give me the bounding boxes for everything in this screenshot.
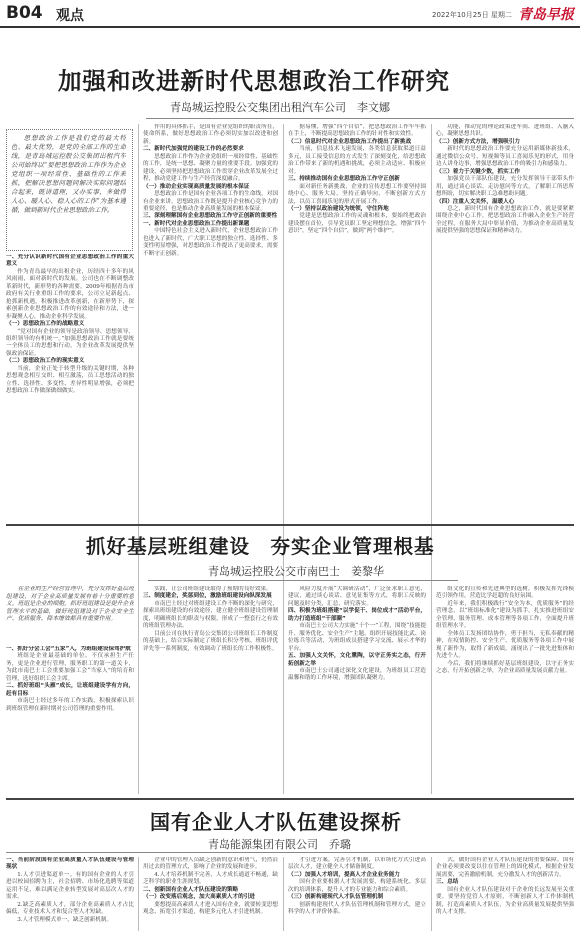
paragraph: 风险力度开展“大调研活动”，广泛征求职工意见，建议，通过谈心谈话、意见征集等方式，将职工反映的问题及时分类，汇总，研究落实。 xyxy=(288,586,426,607)
masthead xyxy=(0,0,580,28)
article2-col-1 xyxy=(6,646,134,794)
subheading: （一）思想政治工作的战略意义 xyxy=(6,321,85,328)
article2-lead xyxy=(6,586,134,644)
article3-rule xyxy=(6,852,574,853)
subheading: 五、加强人文关怀，文化熏陶，以守正务实之态，行开拓创新之举 xyxy=(288,653,426,667)
subheading: 四、积极为班组搭建“以学促干、岗位成才”活动平台，助力打造班组“干部圈” xyxy=(288,608,426,622)
subheading: 三、制度建企，奖惩到位，激励班组建设向纵深发展 xyxy=(143,593,272,600)
subheading: （一）推动企业实现高质量发展的根本保证 xyxy=(143,183,250,190)
subheading: 三、深刻理解国有企业思想政治工作守正创新的重要性 xyxy=(143,213,278,220)
subheading: 一、当前阶段国有企业高质量人才队伍建设与管理现状 xyxy=(6,857,134,871)
paragraph: 当前，信息技术飞速发展，各类信息获取渠道日益多元，员工接受信息的方式发生了深刻变化，给思想政治工作带来了新的机遇和挑战，必须主动适应、积极应对。 xyxy=(288,146,426,175)
article3-col-3 xyxy=(288,857,426,931)
paragraph: 市南巴士经过对班组建设工作不断的深化与研究，探索出班组建设的有效途径，建立健全班组建设管理制度，明确班组长的职责与权限，形成了一整套行之有效的班组管理办法。 xyxy=(143,600,278,630)
paragraph: 作用的具体抓手，是国有企业党组织的职责所在，使命所系，做好思想政治工作必须切实加以改进和创新。 xyxy=(143,124,278,145)
article3-title: 国有企业人才队伍建设探析 xyxy=(150,810,402,834)
paragraph: 新时代的思想政治工作要充分运用新媒体新技术，通过微信公众号、短视频等员工喜闻乐见的形式，用身边人讲身边事，增强思想政治工作的吸引力和感染力。 xyxy=(436,146,574,168)
paragraph: 功能，推动党的理论政策进车间、进班组、入脑入心，凝聚思想共识。 xyxy=(436,124,574,138)
article2-col-3 xyxy=(288,586,426,794)
paragraph: 组文化的宣传和先进典型的选树，积极发挥先锋模范引领作用，营造比学赶超的良好氛围。 xyxy=(436,586,574,600)
subheading: 二、抓好班组“头雁”成长，让班组建设学有方向，赶有目标 xyxy=(6,683,134,697)
subheading: 一、抓好分会工会“五家”入，为班组建设保驾护航 xyxy=(6,646,131,652)
column-divider xyxy=(138,124,139,656)
lead-text: 在企业的生产经营管理中，充分发挥好基层班组建设，对于企业高质量发展有着十分重要的意义。班组是企业的细胞，抓好班组建设是提升企业管理水平的基础，做好班组建设对于企业安全生产、优质服务、降本增效都具有重要作用。 xyxy=(6,586,134,623)
subheading: （二）思想政治工作的现实意义 xyxy=(6,358,85,365)
paragraph: 近年来，我们积极践行“安全为本，优质服务”的经营理念，以“班组标准化”建设为抓手，扎实推进班组安全管理、服务管理、成本管理等各项工作，全面提升班组管理水平。 xyxy=(436,600,574,630)
column-divider xyxy=(283,857,284,931)
article2-col-4 xyxy=(436,586,574,794)
paragraph: 国有企业人才队伍建设对于企业的长远发展至关重要，要坚持党管人才原则，不断创新人才工作体制机制，打造高素质人才队伍，为企业高质量发展提供坚强的人才支撑。 xyxy=(436,886,574,916)
paragraph: 1.人才引进渠道单一。有的国有企业的人才引进以校园招聘为主，社会招聘、市场化选聘等渠道运用不足，难以满足企业转型发展对高层次人才的需求。 xyxy=(6,871,134,901)
article-separator xyxy=(6,798,574,800)
subheading: （二）加强人才培训，提高人才企业业务能力 xyxy=(288,871,400,878)
subheading: （三）着力于关键少数，抓实工作 xyxy=(436,168,520,175)
paragraph: 创新构建现代人才队伍管理机制和管理方式，建立科学的人才评价体系。 xyxy=(288,901,426,916)
paragraph: 要想提高高素质人才进入国有企业，就要转变思想观念，拓宽引才渠道，构建多元化人才引进机制。 xyxy=(143,901,278,916)
article1-byline: 青岛城运控股公交集团出租汽车公司 李文娜 xyxy=(170,101,390,114)
paragraph: 今后，我们将继续抓好基层班组建设，以守正务实之态，行开拓创新之举，为企业高质量发展贡献力量。 xyxy=(436,660,574,674)
article3-col-2 xyxy=(143,857,278,931)
subheading: （一）坚持以政治建设为统领，守住阵地 xyxy=(288,205,389,212)
subheading: （三）创新构建现代人才队伍管理机制 xyxy=(288,894,384,901)
subheading: （四）注重人文关怀，温暖人心 xyxy=(436,198,515,205)
article2-byline: 青岛城运控股公交市南巴士 姜黎华 xyxy=(208,565,384,578)
paragraph: 市南巴士公司大力实施“十个一”工程，围绕“技能提升、服务优化、安全生产”主题，组织开展技能比武、岗位练兵等活动，为班组成员搭建学习交流、展示才华的平台。 xyxy=(288,623,426,652)
article1-col-4 xyxy=(436,124,574,656)
page-number: B04 xyxy=(6,3,43,23)
lead-text: 思想政治工作是我们党的最大特色、最大优势，是党的全部工作的生命线，是青岛城运控股公交集团出租汽车公司始终以“要把思想政治工作作为企业党组织一项经常性、基础性的工作来抓，把解决思想问题同解决实际问题结合起来，既讲道理，又办实事，多做得人心、暖人心、稳人心的工作”为基本遵循，做到新时代企业思想政治工作。 xyxy=(11,134,126,214)
subheading: （二）创新方式方法，增强吸引力 xyxy=(436,138,520,145)
paragraph: 市南巴士经过多年的工作实践，积极探索认识到班组管理在新时期对公司管理的重要作用。 xyxy=(6,698,134,712)
paragraph: 目前公司在执行青岛公交集团公司班组长工作制度的基础上，结合实际制定了班组长积分考核、班组评优评先等一系列制度，有效调动了班组长的工作积极性。 xyxy=(143,630,278,652)
subheading: 一、充分认识新时代国有企业思想政治工作的重大意义 xyxy=(6,254,134,268)
paragraph: 市南巴士公司通过深化文化建设，为班组员工营造温馨和谐的工作环境，增强团队凝聚力。 xyxy=(288,667,426,682)
subheading: 二、新时代加强党的建设工作的必然要求 xyxy=(143,146,244,153)
paragraph: 4.人才培养机制不完善，人才成长通道不畅通，缺乏科学的职业生涯规划。 xyxy=(143,871,278,886)
subheading: 一、新时代对企业思想政治工作提出新课题 xyxy=(143,220,250,227)
article2-col-2 xyxy=(143,586,278,794)
paragraph: 作为青岛最早的出租企业，历经四十多年的风风雨雨，面对新时代的发展，公司也在不断调整改革新时代，新形势的各种需要。2009年根据青岛市政府有关行业重组工作的要求，公司立足新起点、抢抓新机遇，积极推进改革创新，在新形势下，探索创新企业思想政治工作的有效途径和方法，进一步凝聚人心，推动企业科学发展。 xyxy=(6,268,134,320)
subheading: （一）改变落后观念，加大高素质人才的引进 xyxy=(143,894,255,901)
article3-col-4 xyxy=(436,857,574,931)
article2-title: 抓好基层班组建设 夯实企业管理根基 xyxy=(86,535,435,558)
column-divider xyxy=(138,857,139,931)
paragraph: 实践，让公司班组建设取得了预期的良好效果。 xyxy=(154,586,272,592)
column-divider xyxy=(138,586,139,794)
subheading: （二）信息时代对企业思想政治工作提出了新挑战 xyxy=(288,138,412,145)
column-divider xyxy=(431,857,432,931)
article1-rule xyxy=(146,118,574,119)
date-line: 2022年10月25日 星期二 xyxy=(432,11,512,19)
paragraph: 据易懂，增强“四个自信”，把思想政治工作牢牢抓在手上，不断提高思想政治工作的针对性和实效性。 xyxy=(288,124,426,138)
paragraph: 思想政治工作作为企业党组织一项经常性、基础性的工作，是统一思想、凝聚力量的重要手段。加强党的建设，必须坚持把思想政治工作贯穿企业改革发展全过程，推动党建工作与生产经营深度融合。 xyxy=(143,153,278,183)
article3-col-1 xyxy=(6,857,134,931)
article3-byline: 青岛能源集团有限公司 乔璐 xyxy=(208,838,351,851)
paragraph: 全体员工发扬团结协作，勇于担当，无私奉献的精神，在疫情防控、安全生产、优质服务等各项工作中展现了新作为，取得了新成绩，涌现出了一批先进集体和先进个人。 xyxy=(436,630,574,660)
subheading: 三、持续推动国有企业思想政治工作守正创新 xyxy=(288,176,400,183)
paragraph: 加强党员干部队伍建设，充分发挥领导干部带头作用，通过谈心谈话、走访慰问等方式，了解职工所思所想所盼，切实解决职工急难愁盼问题。 xyxy=(436,176,574,198)
article1-title: 加强和改进新时代思想政治工作研究 xyxy=(58,67,450,95)
paragraph: 3.人才管理模式单一，缺乏创新机制。 xyxy=(17,916,113,923)
paragraph: 式，做好国有企业人才队伍建设的重要保障。国有企业必须要改变以往在管理上的固化模式，根据企业发展需要，完善激励机制，充分激发人才的创新活力。 xyxy=(436,857,574,878)
column-divider xyxy=(431,124,432,656)
paragraph: 党建是思想政治工作的灵魂和根本，要始终把政治建设摆在首位，引导党员职工坚定理想信念，增强“四个意识”，坚定“四个自信”，做到“两个维护”。 xyxy=(288,213,426,235)
newspaper-logo: 青岛早报 xyxy=(518,7,574,23)
paragraph: 当前，企业正处于转型升级的关键时期，各种思想观念相互交织、相互激荡，员工思想活动的独立性、选择性、多变性、差异性明显增强，必须把思想政治工作做深做细做实。 xyxy=(6,365,134,395)
subheading: 二、创新国有企业人才队伍建设的策略 xyxy=(143,886,239,893)
paragraph: 总之，新时代国有企业思想政治工作，就是要紧紧围绕企业中心工作，把思想政治工作融入企业生产经营全过程，在服务大局中彰显价值，为推动企业高质量发展提供坚强的思想保证和精神动力。 xyxy=(436,205,574,235)
column-divider xyxy=(283,586,284,794)
article2-rule xyxy=(148,580,458,581)
paragraph: 中国特色社会主义进入新时代，企业思想政治工作也进入了新时代，广大职工思想的独立性、选择性、多变性明显增强，对思想政治工作提出了更高要求，需要不断守正创新。 xyxy=(143,228,278,257)
paragraph: 班组是企业最基础的单位，不仅承担生产任务，更是企业进行管理，服务职工的第一道关卡，为此市南巴士工会重要加强工会“当家人”的培育和管理，选好组织工会主席。 xyxy=(6,653,134,682)
paragraph: 企业中的管理人员缺乏创新的意识和勇气，仍然沿用过去的管理方式，影响了企业的发展和进步。 xyxy=(143,857,278,871)
section-title: 观点 xyxy=(56,8,84,24)
paragraph: 才引进方案，完善引才机制，以市场化方式引进高层次人才，建立健全人才储备制度。 xyxy=(288,857,426,871)
column-divider xyxy=(431,586,432,794)
article-separator xyxy=(6,524,574,526)
paragraph: 面对新任务新挑战，企业的宣传思想工作要坚持围绕中心、服务大局，坚持正确导向，不断创新方式方法，以员工喜闻乐见的形式开展工作。 xyxy=(288,183,426,205)
paragraph: 国有企业要根据人才发展需要，构建系统化、多层次的培训体系，提升人才的专业能力和综合素质。 xyxy=(288,879,426,893)
paragraph: 2.缺乏高素质人才，部分企业高素质人才占比偏低，专业技术人才和复合型人才短缺。 xyxy=(6,901,134,916)
paragraph: 思想政治工作是国有企业各项工作的生命线，对国有企业来讲，思想政治工作既是提升企业核心竞争力的重要途径，也是推动企业高质量发展的根本保证。 xyxy=(143,191,278,212)
paragraph: “党对国有企业的领导是政治领导、思想领导、组织领导的有机统一。”加强思想政治工作就是要统一全体员工的思想和行动，为企业改革发展提供坚强政治保证。 xyxy=(6,328,134,357)
article1-lead xyxy=(11,134,126,246)
subheading: 三、总结 xyxy=(436,879,459,886)
